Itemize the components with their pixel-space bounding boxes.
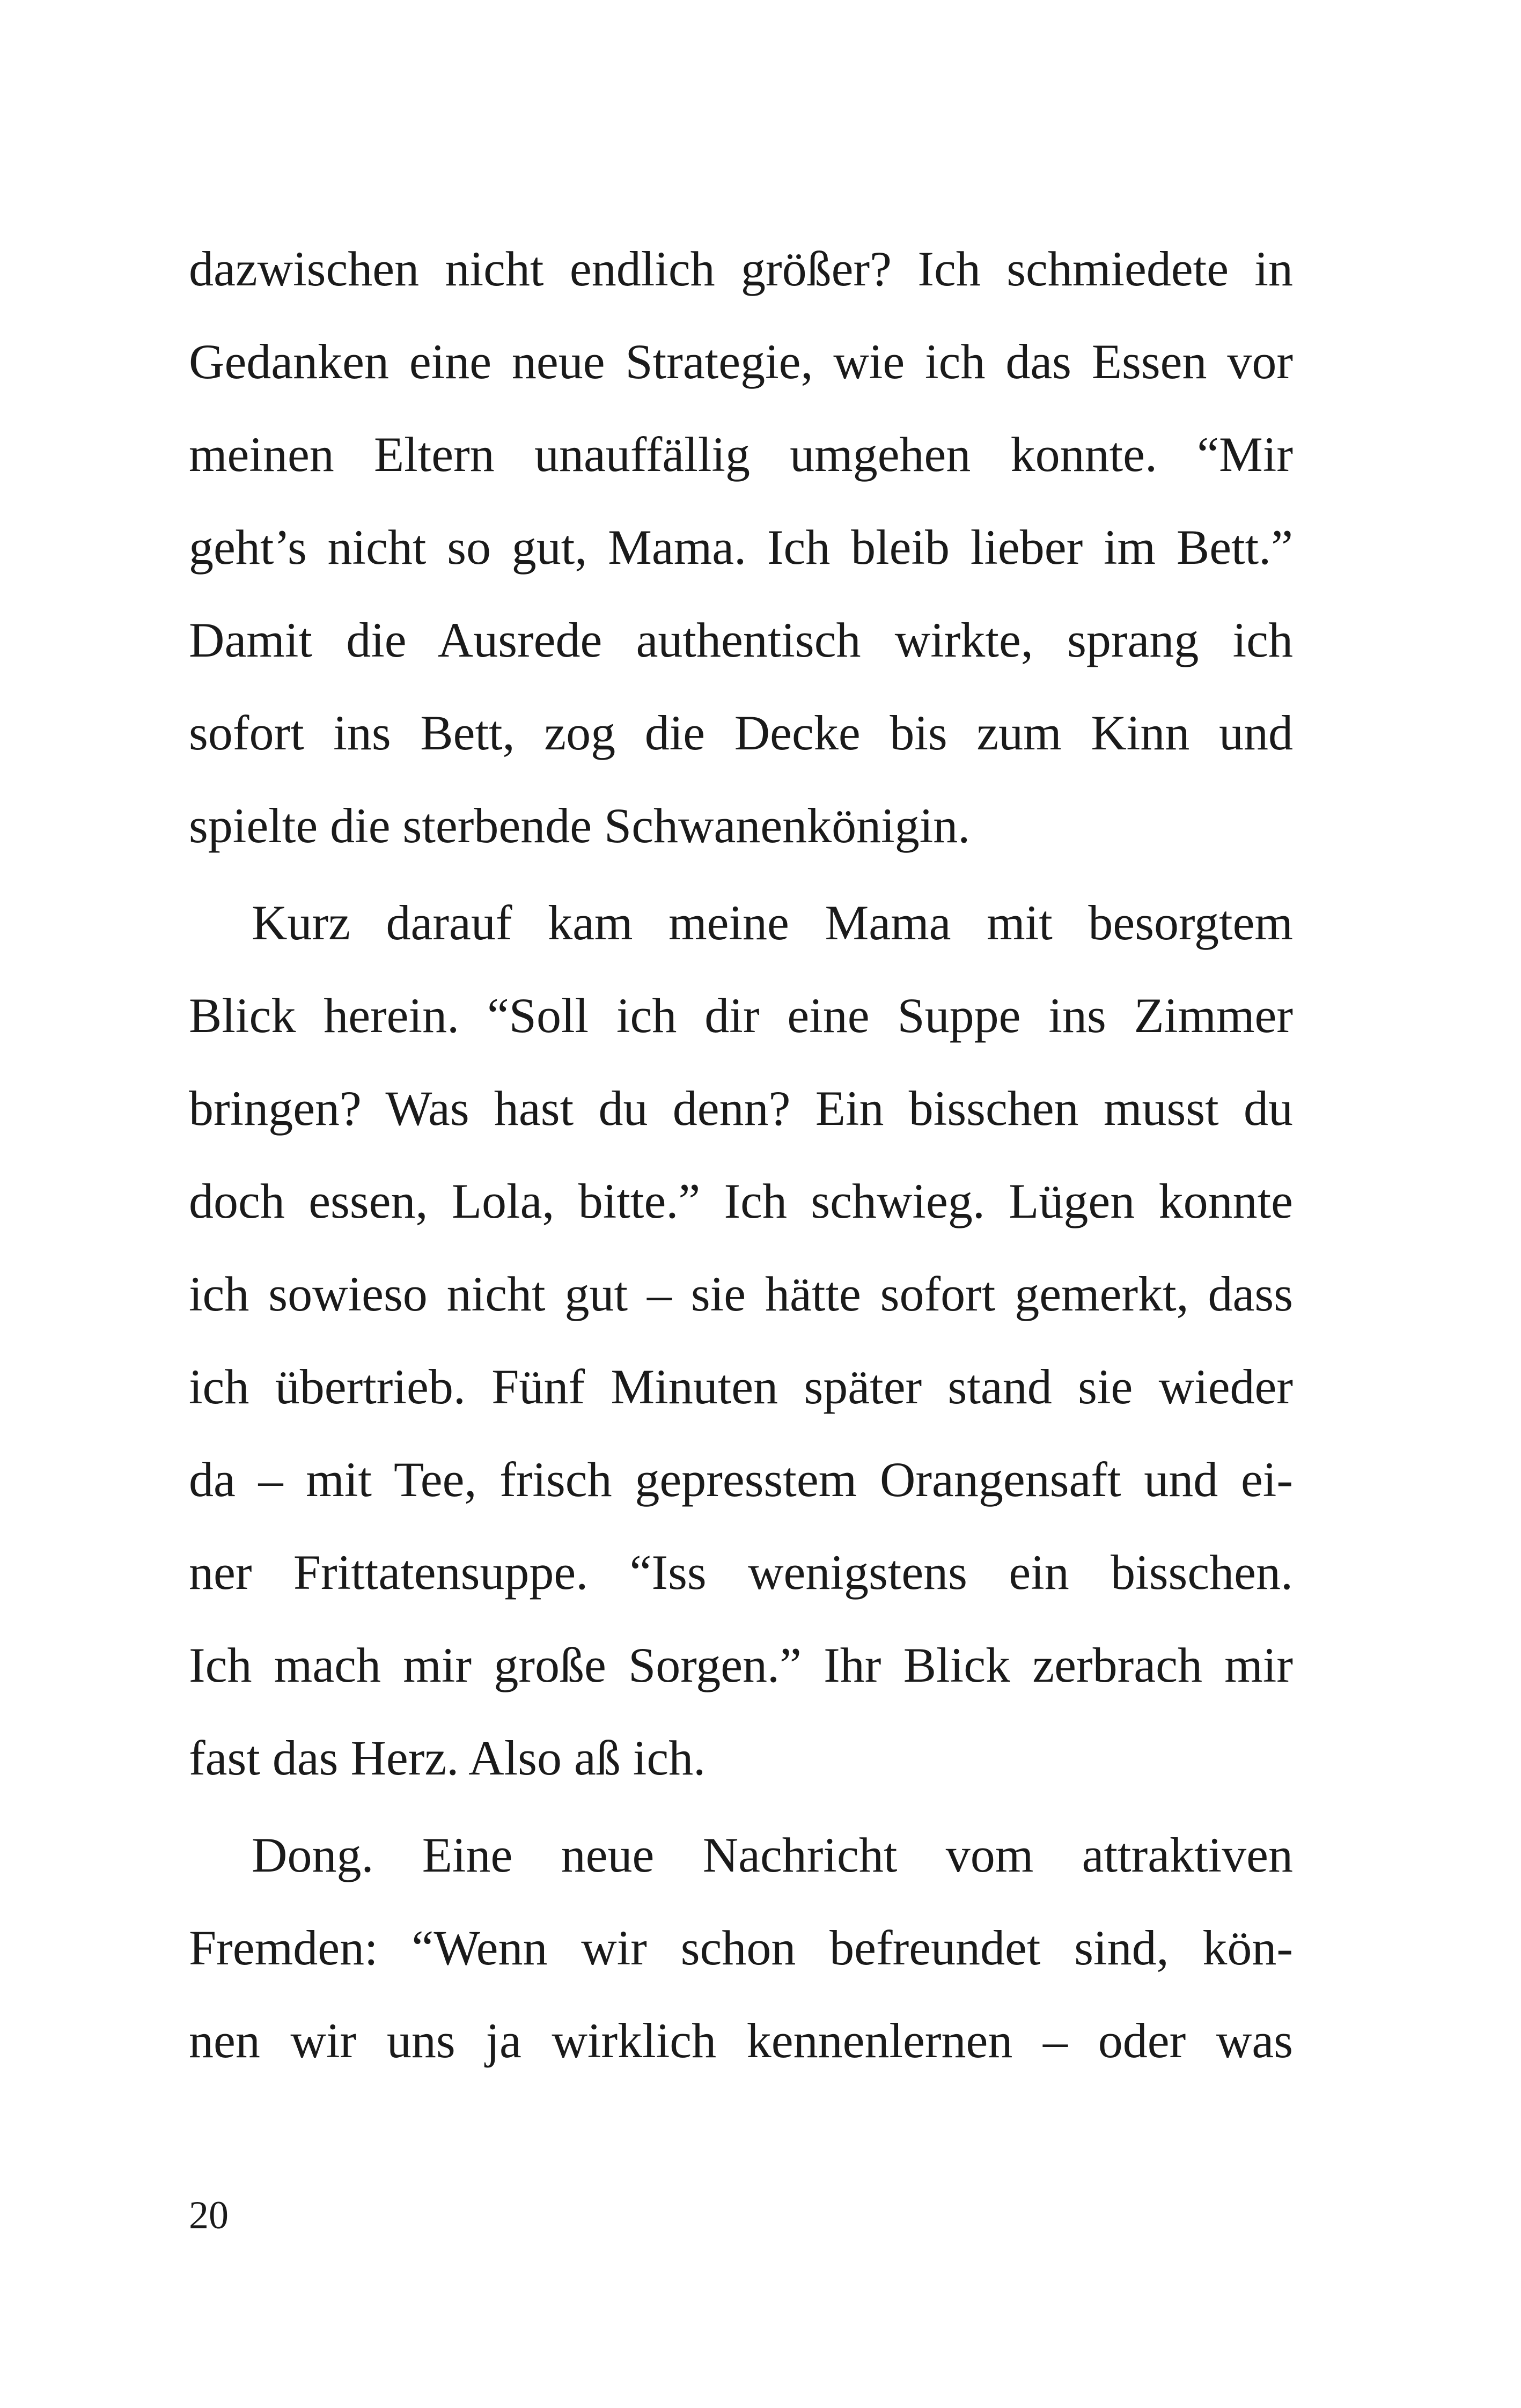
text-line: ich übertrieb. Fünf Minuten später stand sie wieder bbox=[189, 1359, 1293, 1414]
text-line: Damit die Ausrede authentisch wirkte, sprang ich bbox=[189, 613, 1293, 667]
text-line: da – mit Tee, frisch gepresstem Orangensaft und ei- bbox=[189, 1452, 1293, 1507]
text-line: ner Frittatensuppe. “Iss wenigstens ein bisschen. bbox=[189, 1545, 1293, 1600]
text-line: fast das Herz. Also aß ich. bbox=[189, 1730, 706, 1785]
text-line: spielte die sterbende Schwanenkönigin. bbox=[189, 798, 971, 853]
text-line: doch essen, Lola, bitte.” Ich schwieg. Lügen konnte bbox=[189, 1174, 1293, 1228]
body-text bbox=[189, 223, 1293, 2087]
text-line: geht’s nicht so gut, Mama. Ich bleib lieber im Bett.” bbox=[189, 520, 1293, 575]
text-line: Kurz darauf kam meine Mama mit besorgtem bbox=[252, 895, 1293, 950]
text-line: nen wir uns ja wirklich kennenlernen – oder was bbox=[189, 2013, 1293, 2068]
paragraph-3 bbox=[189, 1809, 1293, 2087]
text-line: ich sowieso nicht gut – sie hätte sofort gemerkt, dass bbox=[189, 1266, 1293, 1321]
text-line: bringen? Was hast du denn? Ein bisschen musst du bbox=[189, 1081, 1293, 1136]
text-line: dazwischen nicht endlich größer? Ich schmiedete in bbox=[189, 241, 1293, 296]
page-number: 20 bbox=[189, 2193, 229, 2237]
text-line: Fremden: “Wenn wir schon befreundet sind, kön- bbox=[189, 1920, 1293, 1975]
paragraph-1 bbox=[189, 223, 1293, 872]
text-line: sofort ins Bett, zog die Decke bis zum Kinn und bbox=[189, 705, 1293, 760]
text-line: Ich mach mir große Sorgen.” Ihr Blick zerbrach mir bbox=[189, 1638, 1293, 1692]
text-line: meinen Eltern unauffällig umgehen konnte. “Mir bbox=[189, 427, 1293, 482]
text-line: Dong. Eine neue Nachricht vom attraktiven bbox=[252, 1828, 1293, 1882]
text-line: Blick herein. “Soll ich dir eine Suppe ins Zimmer bbox=[189, 988, 1293, 1043]
paragraph-2 bbox=[189, 877, 1293, 1805]
text-line: Gedanken eine neue Strategie, wie ich das Essen vor bbox=[189, 334, 1293, 389]
